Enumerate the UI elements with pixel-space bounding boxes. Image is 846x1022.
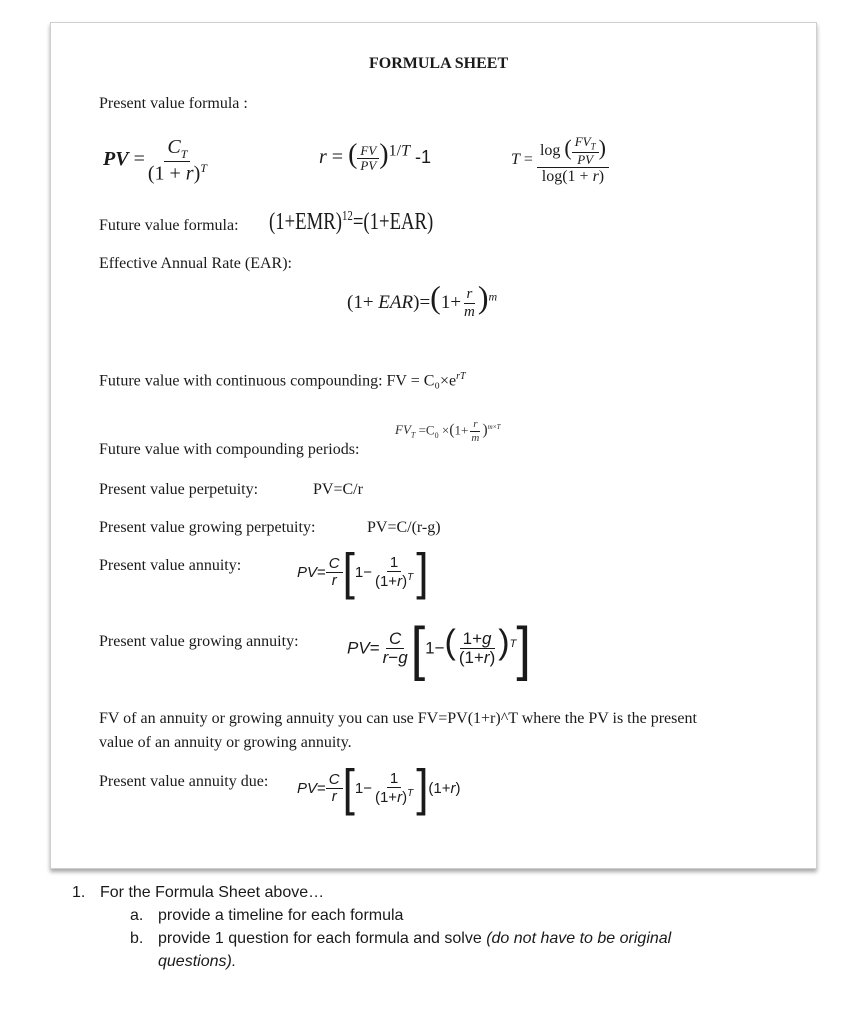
- question-a-text: provide a timeline for each formula: [158, 907, 404, 924]
- fv-formula-label: Future value formula:: [99, 217, 239, 234]
- question-b-text: provide 1 question for each formula and solve (do not have to be original: [158, 930, 672, 947]
- perpetuity-label: Present value perpetuity:: [99, 481, 259, 498]
- growing-annuity-formula: PV= $\frac{C}{r-g}$ [1−( $\frac{1+g}{(1+r)}$ )$^T$]: [347, 615, 531, 683]
- compounding-periods-formula: $FV_T =C_0 \times(1+$ $\frac{r}{m}$ )$^{m\times T}$: [395, 418, 501, 444]
- annuity-due-label: Present value annuity due:: [99, 773, 269, 790]
- compounding-periods-label: Future value with compounding periods:: [99, 441, 360, 458]
- time-formula: T = log ( $\frac{FV_T}{PV}$ ) log(1 + r): [511, 135, 609, 186]
- question-b-text-continued: questions).: [158, 953, 237, 970]
- continuous-compounding-label: Future value with continuous compounding: FV = $C_0\times e^{rT}$: [99, 371, 466, 390]
- formula-sheet-page: [50, 22, 817, 869]
- pv-formula: PV = $\frac{C_T}{(1 + r)^T}$: [103, 136, 207, 185]
- question-a-letter: a.: [130, 907, 144, 924]
- growing-annuity-label: Present value growing annuity:: [99, 633, 299, 650]
- sheet-title: FORMULA SHEET: [369, 55, 509, 72]
- annuity-formula: PV= $\frac{C}{r}$ [1− $\frac{1}{(1+r)^T}$ ]: [297, 544, 429, 601]
- fv-annuity-note-line-2: value of an annuity or growing annuity.: [99, 734, 352, 751]
- growing-perpetuity-formula: PV=C/(r-g): [367, 519, 441, 536]
- annuity-label: Present value annuity:: [99, 557, 242, 574]
- growing-perpetuity-label: Present value growing perpetuity:: [99, 519, 316, 536]
- pv-formula-label: Present value formula :: [99, 95, 248, 112]
- fv-annuity-note-line-1: FV of an annuity or growing annuity you can use FV=PV(1+r)^T where the PV is the present: [99, 710, 697, 727]
- question-1-text: For the Formula Sheet above…: [100, 884, 325, 901]
- fv-formula: $(1+EMR)^{12}=(1+EAR)$: [269, 209, 434, 235]
- ear-label: Effective Annual Rate (EAR):: [99, 255, 292, 272]
- question-b-letter: b.: [130, 930, 144, 947]
- annuity-due-formula: PV= $\frac{C}{r}$ [1− $\frac{1}{(1+r)^T}$ ](1+r): [297, 760, 461, 817]
- ear-formula: (1+ EAR)=(1+ $\frac{r}{m}$ )$^m$: [347, 279, 498, 320]
- question-1-number: 1.: [72, 884, 86, 901]
- perpetuity-formula: PV=C/r: [313, 481, 363, 498]
- rate-formula: r = ( $\frac{FV}{PV}$ )$^{1/T}$ -1: [319, 139, 431, 173]
